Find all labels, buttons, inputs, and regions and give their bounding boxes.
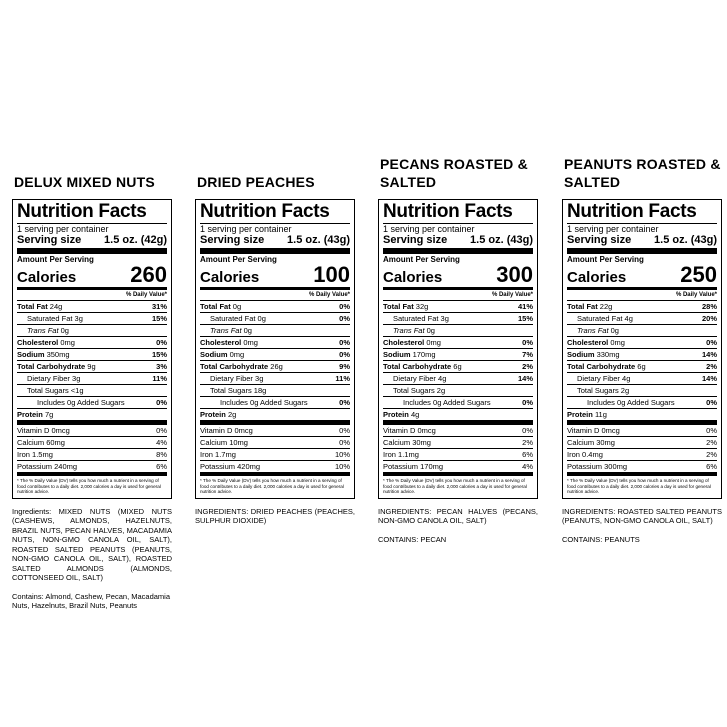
sodium-row (17, 349, 167, 361)
servings-per-container: 1 serving per container (200, 224, 292, 234)
total-fat-label: Total Fat (383, 302, 414, 311)
product-title: PEANUTS ROASTED & SALTED (564, 156, 721, 190)
added-sugars-dv: 0% (522, 398, 533, 407)
total-fat-row (17, 301, 167, 313)
sodium-value: 170mg (412, 350, 436, 359)
calories-label: Calories (383, 269, 443, 286)
added-sugars-prefix: Includes (587, 398, 615, 407)
added-sugars-label: Added Sugars (443, 398, 491, 407)
vitamin-d-row (200, 425, 350, 437)
potassium-dv: 4% (522, 462, 533, 471)
allergen-contains-text: CONTAINS: PECAN (378, 534, 447, 544)
product-title-box (378, 150, 538, 191)
calories-label: Calories (17, 269, 77, 286)
sodium-row (567, 349, 717, 361)
total-carbohydrate-value: 6g (637, 362, 646, 371)
potassium-dv: 6% (706, 462, 717, 471)
total-sugars-value: 2g (436, 386, 446, 395)
potassium-value: 240mg (54, 462, 78, 471)
dietary-fiber-dv: 14% (701, 374, 717, 383)
total-carbohydrate-label: Total Carbohydrate (17, 362, 86, 371)
cholesterol-dv: 0% (706, 338, 717, 347)
total-fat-label: Total Fat (200, 302, 231, 311)
vitamin-d-label: Vitamin D (567, 426, 600, 435)
trans-fat-row (567, 325, 717, 337)
serving-size-value: 1.5 oz. (43g) (654, 234, 717, 246)
vitamin-d-value: 0mcg (234, 426, 253, 435)
ingredients-text: INGREDIENTS: PECAN HALVES (PECANS, NON-GMO CANOLA OIL, SALT) (378, 506, 538, 526)
saturated-fat-dv: 15% (151, 314, 167, 323)
product-title: PECANS ROASTED & SALTED (380, 156, 528, 190)
daily-value-header: % Daily Value* (567, 290, 717, 301)
nutrition-facts-header: Nutrition Facts (383, 202, 533, 224)
calcium-value: 30mg (596, 438, 615, 447)
iron-label: Iron (383, 450, 396, 459)
serving-size-row (200, 234, 350, 254)
cholesterol-value: 0mg (243, 338, 258, 347)
trans-fat-value: 0g (610, 326, 619, 335)
dietary-fiber-label: Dietary Fiber (27, 374, 70, 383)
trans-fat-value: 0g (243, 326, 252, 335)
cholesterol-row (383, 337, 533, 349)
vitamin-d-row (17, 425, 167, 437)
protein-row (567, 409, 717, 425)
potassium-row (567, 461, 717, 473)
product-title-box (562, 150, 722, 191)
dietary-fiber-value: 3g (72, 374, 81, 383)
protein-value: 7g (44, 410, 54, 419)
total-fat-dv: 41% (517, 302, 533, 311)
added-sugars-value: 0g (67, 398, 76, 407)
calcium-dv: 4% (156, 438, 167, 447)
calcium-row (567, 437, 717, 449)
total-carbohydrate-dv: 2% (706, 362, 717, 371)
total-sugars-label: Total Sugars (393, 386, 435, 395)
vitamin-d-dv: 0% (522, 426, 533, 435)
product-title-box (195, 150, 355, 191)
calcium-row (17, 437, 167, 449)
dietary-fiber-label: Dietary Fiber (393, 374, 436, 383)
added-sugars-label: Added Sugars (260, 398, 308, 407)
saturated-fat-row (567, 313, 717, 325)
sodium-label: Sodium (17, 350, 45, 359)
serving-size-label: Serving size (200, 234, 265, 246)
total-carbohydrate-value: 6g (453, 362, 462, 371)
dietary-fiber-dv: 11% (335, 374, 350, 383)
daily-value-footnote: * The % Daily Value (DV) tells you how much a nutrient in a serving of food contributes to a daily diet. 2,000 calories a day is used for general nutrition advice. (200, 473, 350, 495)
cholesterol-row (17, 337, 167, 349)
added-sugars-value: 0g (250, 398, 259, 407)
calcium-label: Calcium (200, 438, 228, 447)
calcium-label: Calcium (17, 438, 45, 447)
serving-size-row (383, 234, 533, 254)
amount-per-serving: Amount Per Serving (200, 255, 277, 264)
added-sugars-row (17, 397, 167, 409)
potassium-label: Potassium (567, 462, 603, 471)
added-sugars-dv: 0% (706, 398, 717, 407)
added-sugars-dv: 0% (339, 398, 350, 407)
cholesterol-label: Cholesterol (200, 338, 242, 347)
iron-row (383, 449, 533, 461)
calories-value: 100 (313, 262, 350, 287)
sodium-value: 330mg (596, 350, 620, 359)
saturated-fat-label: Saturated Fat (393, 314, 439, 323)
daily-value-header: % Daily Value* (17, 290, 167, 301)
protein-label: Protein (567, 410, 593, 419)
vitamin-d-row (567, 425, 717, 437)
nutrition-label (12, 199, 172, 499)
potassium-row (200, 461, 350, 473)
calories-label: Calories (200, 269, 260, 286)
added-sugars-label: Added Sugars (77, 398, 125, 407)
saturated-fat-row (200, 313, 350, 325)
sodium-value: 0mg (229, 350, 245, 359)
cholesterol-value: 0mg (610, 338, 625, 347)
calcium-dv: 0% (339, 438, 350, 447)
vitamin-d-value: 0mcg (601, 426, 620, 435)
trans-fat-label: Trans Fat (210, 326, 242, 335)
cholesterol-value: 0mg (426, 338, 441, 347)
saturated-fat-row (383, 313, 533, 325)
total-fat-value: 24g (49, 302, 63, 311)
total-fat-row (200, 301, 350, 313)
serving-size-label: Serving size (383, 234, 448, 246)
sodium-label: Sodium (383, 350, 411, 359)
total-carbohydrate-dv: 2% (522, 362, 533, 371)
cholesterol-row (200, 337, 350, 349)
sodium-dv: 14% (701, 350, 717, 359)
added-sugars-label: Added Sugars (627, 398, 675, 407)
calories-row (567, 264, 717, 290)
vitamin-d-label: Vitamin D (17, 426, 50, 435)
iron-label: Iron (567, 450, 580, 459)
servings-per-container: 1 serving per container (17, 224, 109, 234)
total-sugars-label: Total Sugars (210, 386, 252, 395)
total-fat-label: Total Fat (17, 302, 48, 311)
vitamin-d-dv: 0% (156, 426, 167, 435)
total-fat-row (567, 301, 717, 313)
saturated-fat-value: 0g (257, 314, 266, 323)
total-fat-dv: 31% (151, 302, 167, 311)
dietary-fiber-value: 4g (622, 374, 631, 383)
serving-size-value: 1.5 oz. (43g) (470, 234, 533, 246)
product-column-3 (378, 150, 538, 544)
calcium-row (383, 437, 533, 449)
saturated-fat-row (17, 313, 167, 325)
sodium-dv: 15% (151, 350, 167, 359)
trans-fat-row (17, 325, 167, 337)
serving-size-value: 1.5 oz. (43g) (287, 234, 350, 246)
total-fat-value: 22g (599, 302, 613, 311)
dietary-fiber-row (567, 373, 717, 385)
sodium-dv: 7% (522, 350, 533, 359)
potassium-value: 300mg (604, 462, 628, 471)
saturated-fat-dv: 20% (701, 314, 717, 323)
potassium-label: Potassium (17, 462, 53, 471)
ingredients-text: Ingredients: MIXED NUTS (MIXED NUTS (CASHEWS, ALMONDS, HAZELNUTS, BRAZIL NUTS, PECAN HALVES, MACADAMIA NUTS, NON-GMO CANOLA OIL, SALT), ROASTED SALTED PEANUTS (PEANUTS, NON-GMO CANOLA OIL, SALT), ROASTED SALTED ALMONDS (ALMONDS, COTTONSEED OIL, SALT) (12, 506, 172, 583)
iron-value: 1.7mg (215, 450, 236, 459)
daily-value-footnote: * The % Daily Value (DV) tells you how much a nutrient in a serving of food contributes to a daily diet. 2,000 calories a day is used for general nutrition advice. (567, 473, 717, 495)
calories-row (200, 264, 350, 290)
total-carbohydrate-value: 26g (270, 362, 283, 371)
vitamin-d-value: 0mcg (51, 426, 70, 435)
dietary-fiber-dv: 14% (517, 374, 533, 383)
protein-value: 11g (594, 410, 607, 419)
cholesterol-label: Cholesterol (567, 338, 609, 347)
nutrition-label (562, 199, 722, 499)
total-fat-label: Total Fat (567, 302, 598, 311)
product-column-1 (12, 150, 172, 611)
trans-fat-value: 0g (60, 326, 69, 335)
trans-fat-label: Trans Fat (577, 326, 609, 335)
added-sugars-value: 0g (433, 398, 442, 407)
product-title: DRIED PEACHES (197, 174, 315, 190)
amount-per-serving: Amount Per Serving (383, 255, 460, 264)
iron-row (567, 449, 717, 461)
calories-value: 260 (130, 262, 167, 287)
serving-size-value: 1.5 oz. (42g) (104, 234, 167, 246)
nutrition-facts-header: Nutrition Facts (17, 202, 167, 224)
total-carbohydrate-row (567, 361, 717, 373)
servings-per-container: 1 serving per container (567, 224, 659, 234)
sodium-value: 350mg (46, 350, 70, 359)
iron-value: 1.1mg (398, 450, 419, 459)
product-column-4 (562, 150, 722, 544)
iron-dv: 8% (156, 450, 167, 459)
protein-row (200, 409, 350, 425)
dietary-fiber-label: Dietary Fiber (577, 374, 620, 383)
iron-value: 0.4mg (582, 450, 603, 459)
iron-dv: 10% (334, 450, 350, 459)
protein-label: Protein (17, 410, 43, 419)
iron-label: Iron (200, 450, 213, 459)
saturated-fat-label: Saturated Fat (210, 314, 256, 323)
potassium-dv: 10% (334, 462, 350, 471)
ingredients-text: INGREDIENTS: DRIED PEACHES (PEACHES, SULPHUR DIOXIDE) (195, 506, 355, 526)
vitamin-d-label: Vitamin D (200, 426, 233, 435)
total-fat-value: 32g (415, 302, 429, 311)
total-sugars-value: <1g (70, 386, 84, 395)
vitamin-d-value: 0mcg (417, 426, 436, 435)
trans-fat-row (200, 325, 350, 337)
protein-label: Protein (200, 410, 226, 419)
total-sugars-value: 2g (620, 386, 630, 395)
dietary-fiber-value: 3g (255, 374, 264, 383)
nutrition-label (378, 199, 538, 499)
iron-dv: 6% (522, 450, 533, 459)
total-fat-value: 0g (232, 302, 242, 311)
added-sugars-prefix: Includes (220, 398, 248, 407)
total-fat-dv: 0% (339, 302, 350, 311)
potassium-dv: 6% (156, 462, 167, 471)
total-sugars-row (17, 385, 167, 397)
iron-value: 1.5mg (32, 450, 53, 459)
potassium-value: 420mg (237, 462, 261, 471)
sodium-dv: 0% (339, 350, 350, 359)
added-sugars-row (200, 397, 350, 409)
potassium-label: Potassium (200, 462, 236, 471)
calcium-dv: 2% (522, 438, 533, 447)
protein-value: 4g (410, 410, 420, 419)
iron-row (17, 449, 167, 461)
protein-row (17, 409, 167, 425)
calories-label: Calories (567, 269, 627, 286)
saturated-fat-value: 3g (440, 314, 449, 323)
added-sugars-prefix: Includes (37, 398, 65, 407)
total-fat-row (383, 301, 533, 313)
ingredients-text: INGREDIENTS: ROASTED SALTED PEANUTS (PEANUTS, NON-GMO CANOLA OIL, SALT) (562, 506, 722, 526)
cholesterol-dv: 0% (339, 338, 350, 347)
total-sugars-row (567, 385, 717, 397)
dietary-fiber-row (17, 373, 167, 385)
saturated-fat-label: Saturated Fat (577, 314, 623, 323)
product-title: DELUX MIXED NUTS (14, 174, 155, 190)
added-sugars-dv: 0% (156, 398, 167, 407)
saturated-fat-dv: 0% (339, 314, 350, 323)
potassium-value: 170mg (420, 462, 444, 471)
calories-row (383, 264, 533, 290)
dietary-fiber-dv: 11% (152, 374, 167, 383)
total-carbohydrate-row (200, 361, 350, 373)
allergen-contains-text: CONTAINS: PEANUTS (562, 534, 640, 544)
amount-per-serving: Amount Per Serving (17, 255, 94, 264)
potassium-row (17, 461, 167, 473)
calcium-value: 30mg (412, 438, 431, 447)
trans-fat-label: Trans Fat (27, 326, 59, 335)
dietary-fiber-row (383, 373, 533, 385)
sodium-label: Sodium (567, 350, 595, 359)
calcium-label: Calcium (383, 438, 411, 447)
total-carbohydrate-row (383, 361, 533, 373)
total-carbohydrate-dv: 9% (339, 362, 350, 371)
added-sugars-prefix: Includes (403, 398, 431, 407)
cholesterol-dv: 0% (522, 338, 533, 347)
sodium-row (200, 349, 350, 361)
dietary-fiber-row (200, 373, 350, 385)
iron-dv: 2% (706, 450, 717, 459)
saturated-fat-value: 4g (624, 314, 633, 323)
total-carbohydrate-label: Total Carbohydrate (200, 362, 269, 371)
trans-fat-label: Trans Fat (393, 326, 425, 335)
protein-value: 2g (227, 410, 237, 419)
vitamin-d-label: Vitamin D (383, 426, 416, 435)
calcium-value: 60mg (46, 438, 65, 447)
added-sugars-value: 0g (617, 398, 626, 407)
nutrition-facts-header: Nutrition Facts (567, 202, 717, 224)
servings-per-container: 1 serving per container (383, 224, 475, 234)
protein-row (383, 409, 533, 425)
daily-value-header: % Daily Value* (200, 290, 350, 301)
total-sugars-row (200, 385, 350, 397)
protein-label: Protein (383, 410, 409, 419)
nutrition-label (195, 199, 355, 499)
serving-size-label: Serving size (17, 234, 82, 246)
iron-label: Iron (17, 450, 30, 459)
allergen-contains-text: Contains: Almond, Cashew, Pecan, Macadamia Nuts, Hazelnuts, Brazil Nuts, Peanuts (12, 591, 171, 611)
serving-size-row (17, 234, 167, 254)
total-sugars-label: Total Sugars (27, 386, 69, 395)
daily-value-footnote: * The % Daily Value (DV) tells you how much a nutrient in a serving of food contributes to a daily diet. 2,000 calories a day is used for general nutrition advice. (17, 473, 167, 495)
saturated-fat-dv: 15% (517, 314, 533, 323)
calcium-value: 10mg (229, 438, 248, 447)
daily-value-header: % Daily Value* (383, 290, 533, 301)
total-sugars-label: Total Sugars (577, 386, 619, 395)
total-carbohydrate-row (17, 361, 167, 373)
nutrition-facts-header: Nutrition Facts (200, 202, 350, 224)
daily-value-footnote: * The % Daily Value (DV) tells you how much a nutrient in a serving of food contributes to a daily diet. 2,000 calories a day is used for general nutrition advice. (383, 473, 533, 495)
cholesterol-dv: 0% (156, 338, 167, 347)
total-carbohydrate-label: Total Carbohydrate (567, 362, 636, 371)
total-sugars-value: 18g (253, 386, 267, 395)
calories-row (17, 264, 167, 290)
added-sugars-row (383, 397, 533, 409)
product-column-2 (195, 150, 355, 535)
dietary-fiber-value: 4g (438, 374, 447, 383)
cholesterol-value: 0mg (60, 338, 75, 347)
total-carbohydrate-value: 9g (87, 362, 96, 371)
vitamin-d-dv: 0% (339, 426, 350, 435)
trans-fat-value: 0g (426, 326, 435, 335)
calcium-row (200, 437, 350, 449)
calcium-dv: 2% (706, 438, 717, 447)
iron-row (200, 449, 350, 461)
amount-per-serving: Amount Per Serving (567, 255, 644, 264)
saturated-fat-value: 3g (74, 314, 83, 323)
total-fat-dv: 28% (701, 302, 717, 311)
sodium-row (383, 349, 533, 361)
potassium-row (383, 461, 533, 473)
cholesterol-label: Cholesterol (17, 338, 59, 347)
dietary-fiber-label: Dietary Fiber (210, 374, 253, 383)
calcium-label: Calcium (567, 438, 595, 447)
sodium-label: Sodium (200, 350, 228, 359)
cholesterol-row (567, 337, 717, 349)
product-title-box (12, 150, 172, 191)
trans-fat-row (383, 325, 533, 337)
total-carbohydrate-label: Total Carbohydrate (383, 362, 452, 371)
saturated-fat-label: Saturated Fat (27, 314, 73, 323)
serving-size-label: Serving size (567, 234, 632, 246)
total-carbohydrate-dv: 3% (156, 362, 167, 371)
cholesterol-label: Cholesterol (383, 338, 425, 347)
calories-value: 300 (496, 262, 533, 287)
added-sugars-row (567, 397, 717, 409)
calories-value: 250 (680, 262, 717, 287)
total-sugars-row (383, 385, 533, 397)
vitamin-d-dv: 0% (706, 426, 717, 435)
potassium-label: Potassium (383, 462, 419, 471)
serving-size-row (567, 234, 717, 254)
vitamin-d-row (383, 425, 533, 437)
